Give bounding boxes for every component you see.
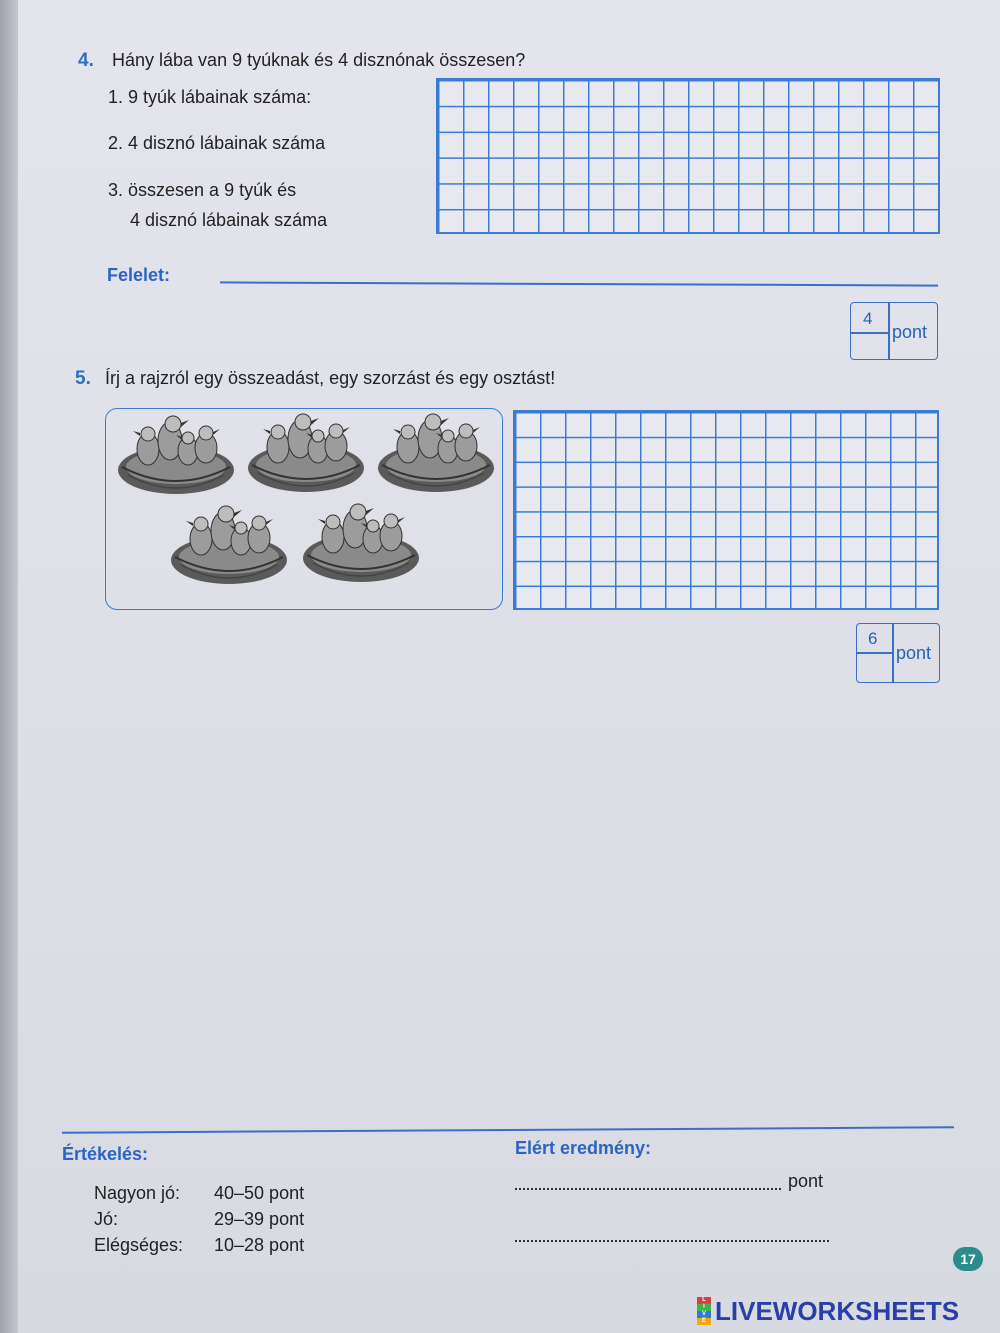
task4-step1: 1. 9 tyúk lábainak száma: bbox=[108, 87, 312, 107]
task4-question: Hány lába van 9 tyúknak és 4 disznónak összesen? bbox=[112, 50, 526, 70]
task4-answer-grid[interactable] bbox=[436, 78, 940, 234]
grade-label: Nagyon jó: bbox=[94, 1182, 181, 1203]
task5-points-box bbox=[856, 623, 940, 683]
task4-points-box bbox=[850, 302, 938, 360]
result-unit: pont bbox=[788, 1171, 824, 1191]
task4-step2: 2. 4 disznó lábainak száma bbox=[108, 133, 326, 153]
evaluation-table bbox=[94, 1180, 304, 1258]
task4-number: 4. bbox=[78, 50, 94, 71]
evaluation-heading: Értékelés: bbox=[62, 1144, 149, 1164]
task5-number: 5. bbox=[75, 368, 91, 389]
task4-points-value: 4 bbox=[863, 309, 873, 328]
grade-label: Jó: bbox=[94, 1208, 119, 1229]
task5-question: Írj a rajzról egy összeadást, egy szorzást és egy osztást! bbox=[105, 368, 556, 388]
watermark: LIVEWORKSHEETS bbox=[715, 1296, 960, 1326]
task4-answer-label: Felelet: bbox=[107, 265, 171, 285]
task5-answer-grid[interactable] bbox=[513, 410, 939, 610]
grade-range: 40–50 pont bbox=[214, 1182, 305, 1203]
grade-label: Elégséges: bbox=[94, 1234, 184, 1255]
task4-step3-line2: 4 disznó lábainak száma bbox=[130, 210, 328, 230]
grade-range: 10–28 pont bbox=[214, 1234, 305, 1255]
evaluation-row bbox=[94, 1232, 304, 1258]
task5-points-unit: pont bbox=[896, 643, 932, 663]
task4-step3-line1: 3. összesen a 9 tyúk és bbox=[108, 180, 297, 200]
birds-in-nests-illustration bbox=[106, 409, 502, 609]
result-points-field[interactable] bbox=[515, 1180, 781, 1190]
grade-range: 29–39 pont bbox=[214, 1208, 305, 1229]
liveworksheets-logo-icon: L I V E bbox=[697, 1297, 711, 1325]
task4-points-unit: pont bbox=[892, 322, 928, 342]
evaluation-row bbox=[94, 1206, 304, 1232]
evaluation-row bbox=[94, 1180, 304, 1206]
book-spine-shadow bbox=[0, 0, 18, 1333]
page-number-badge: 17 bbox=[953, 1247, 983, 1271]
birds-nests-picture bbox=[105, 408, 503, 610]
result-grade-field[interactable] bbox=[515, 1232, 829, 1242]
task5-points-value: 6 bbox=[868, 629, 878, 648]
result-heading: Elért eredmény: bbox=[515, 1138, 652, 1158]
